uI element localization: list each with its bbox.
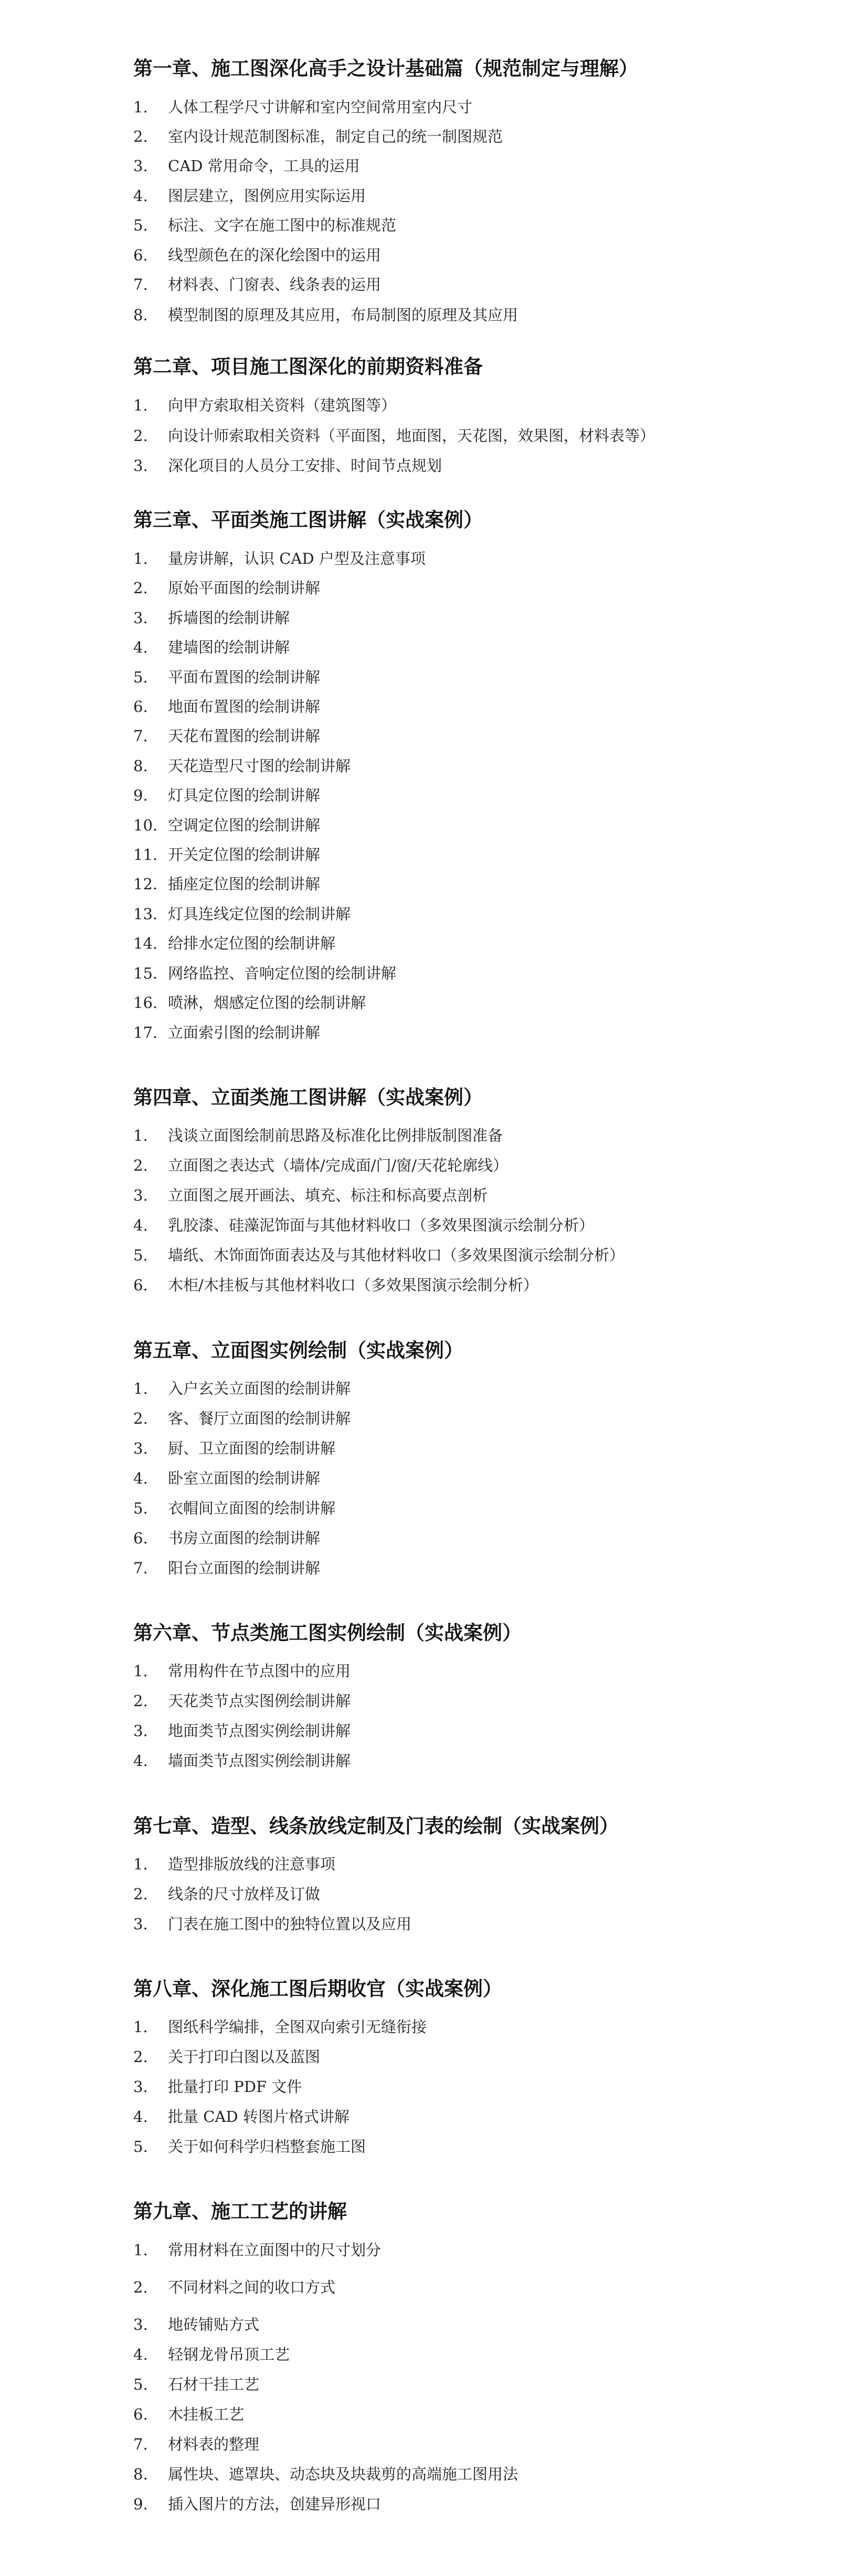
- list-item: [133, 2494, 381, 2515]
- list-item-number: 1.: [133, 2241, 148, 2259]
- list-item-number: 1.: [133, 1380, 148, 1397]
- list-item: [133, 304, 518, 325]
- chapter-title: 第六章、节点类施工图实例绘制（实战案例）: [133, 1621, 522, 1644]
- list-item: [133, 1750, 351, 1771]
- list-item-number: 2.: [133, 1156, 148, 1174]
- list-item-text: 材料表的整理: [168, 2435, 260, 2453]
- list-item-text: 造型排版放线的注意事项: [168, 1855, 336, 1873]
- list-item-number: 7.: [133, 1559, 148, 1577]
- list-item: [133, 726, 320, 746]
- list-item-number: 1.: [133, 2018, 148, 2036]
- list-item-text: 关于如何科学归档整套施工图: [168, 2138, 366, 2156]
- list-item-number: 2.: [133, 2048, 148, 2066]
- list-item-number: 2.: [133, 1885, 148, 1903]
- list-item-text: 木柜/木挂板与其他材料收口（多效果图演示绘制分析）: [168, 1276, 538, 1294]
- list-item: [133, 155, 360, 176]
- list-item-text: 衣帽间立面图的绘制讲解: [168, 1499, 336, 1517]
- list-item-number: 1.: [133, 396, 148, 414]
- list-item: [133, 963, 396, 984]
- list-item: [133, 1498, 335, 1519]
- list-item: [133, 2277, 335, 2298]
- list-item-number: 5.: [133, 1499, 148, 1517]
- list-item: [133, 1468, 320, 1489]
- list-item-text: 天花布置图的绘制讲解: [168, 727, 321, 745]
- list-item-text: 地砖铺贴方式: [168, 2316, 260, 2333]
- list-item-number: 7.: [133, 2435, 148, 2453]
- list-item-number: 6.: [133, 2405, 148, 2423]
- chapter-title: 第七章、造型、线条放线定制及门表的绘制（实战案例）: [133, 1814, 619, 1837]
- list-item: [133, 637, 290, 658]
- list-item-number: 6.: [133, 1276, 148, 1294]
- list-item-number: 2.: [133, 579, 148, 597]
- list-item-number: 8.: [133, 2465, 148, 2483]
- list-item-number: 6.: [133, 246, 148, 264]
- list-item: [133, 1185, 488, 1206]
- list-item-text: 客、餐厅立面图的绘制讲解: [168, 1410, 351, 1427]
- chapter-title: 第九章、施工工艺的讲解: [133, 2200, 347, 2223]
- list-item-number: 9.: [133, 786, 148, 804]
- list-item-number: 16.: [133, 994, 158, 1012]
- list-item: [133, 2106, 350, 2127]
- list-item: [133, 245, 381, 266]
- list-item-number: 6.: [133, 1529, 148, 1547]
- list-item-number: 4.: [133, 638, 148, 656]
- list-item: [133, 274, 381, 295]
- list-item: [133, 933, 335, 954]
- list-item-text: 室内设计规范制图标准，制定自己的统一制图规范: [168, 128, 503, 145]
- list-item: [133, 696, 320, 717]
- list-item-text: 轻钢龙骨吊顶工艺: [168, 2346, 290, 2363]
- list-item-text: 天花类节点实图例绘制讲解: [168, 1692, 351, 1710]
- list-item-number: 2.: [133, 2278, 148, 2296]
- list-item-text: 天花造型尺寸图的绘制讲解: [168, 757, 351, 775]
- list-item: [133, 844, 320, 865]
- list-item: [133, 2434, 259, 2455]
- list-item: [133, 97, 472, 118]
- list-item-text: 线型颜色在的深化绘图中的运用: [168, 246, 382, 264]
- list-item-text: 石材干挂工艺: [168, 2375, 260, 2393]
- list-item-number: 8.: [133, 757, 148, 775]
- list-item-text: 人体工程学尺寸讲解和室内空间常用室内尺寸: [168, 98, 473, 116]
- list-item: [133, 1378, 351, 1399]
- list-item: [133, 1528, 320, 1549]
- list-item: [133, 1720, 351, 1741]
- list-item: [133, 815, 320, 836]
- list-item: [133, 607, 290, 628]
- list-item: [133, 2076, 302, 2097]
- list-item-text: 立面索引图的绘制讲解: [168, 1024, 321, 1042]
- list-item: [133, 2464, 518, 2485]
- list-item: [133, 455, 442, 476]
- list-item: [133, 425, 655, 446]
- list-item: [133, 2374, 259, 2395]
- chapter-title: 第三章、平面类施工图讲解（实战案例）: [133, 508, 483, 531]
- list-item-number: 11.: [133, 846, 158, 864]
- list-item-number: 3.: [133, 2078, 148, 2096]
- list-item-text: 向设计师索取相关资料（平面图，地面图，天花图，效果图，材料表等）: [168, 427, 655, 445]
- list-item-number: 1.: [133, 98, 148, 116]
- list-item: [133, 1660, 351, 1681]
- list-item-text: 开关定位图的绘制讲解: [168, 846, 321, 864]
- list-item: [133, 1884, 320, 1905]
- list-item-text: 阳台立面图的绘制讲解: [168, 1559, 321, 1577]
- list-item-number: 4.: [133, 1216, 148, 1234]
- list-item-number: 1.: [133, 1662, 148, 1680]
- list-item-number: 15.: [133, 964, 158, 982]
- list-item: [133, 992, 366, 1013]
- chapter-title: 第四章、立面类施工图讲解（实战案例）: [133, 1086, 483, 1109]
- list-item-number: 4.: [133, 187, 148, 205]
- list-item-text: 深化项目的人员分工安排、时间节点规划: [168, 457, 442, 475]
- list-item: [133, 577, 320, 598]
- list-item: [133, 395, 396, 416]
- list-item-number: 1.: [133, 1855, 148, 1873]
- list-item: [133, 874, 320, 895]
- list-item-text: 关于打印白图以及蓝图: [168, 2048, 321, 2066]
- list-item-number: 5.: [133, 2375, 148, 2393]
- list-item: [133, 185, 366, 206]
- list-item-number: 7.: [133, 727, 148, 745]
- list-item-number: 5.: [133, 2138, 148, 2156]
- list-item-text: 批量 CAD 转图片格式讲解: [168, 2108, 350, 2126]
- list-item-text: 常用构件在节点图中的应用: [168, 1662, 351, 1680]
- list-item-text: 喷淋，烟感定位图的绘制讲解: [168, 994, 366, 1012]
- list-item-number: 4.: [133, 2108, 148, 2126]
- list-item: [133, 1022, 320, 1043]
- list-item-number: 3.: [133, 1186, 148, 1204]
- list-item: [133, 215, 396, 236]
- list-item-text: 墙纸、木饰面饰面表达及与其他材料收口（多效果图演示绘制分析）: [168, 1246, 625, 1264]
- list-item-text: 灯具定位图的绘制讲解: [168, 786, 321, 804]
- list-item-text: 标注、文字在施工图中的标准规范: [168, 216, 397, 234]
- list-item: [133, 2344, 290, 2365]
- list-item-number: 5.: [133, 668, 148, 686]
- list-item-text: 地面布置图的绘制讲解: [168, 698, 321, 716]
- chapter-title: 第五章、立面图实例绘制（实战案例）: [133, 1339, 463, 1362]
- list-item: [133, 2239, 381, 2260]
- list-item-text: 常用材料在立面图中的尺寸划分: [168, 2241, 382, 2259]
- list-item: [133, 1155, 508, 1176]
- list-item-number: 4.: [133, 2346, 148, 2363]
- list-item-text: 拆墙图的绘制讲解: [168, 609, 290, 627]
- list-item-text: 插座定位图的绘制讲解: [168, 875, 321, 893]
- list-item-number: 3.: [133, 157, 148, 175]
- list-item: [133, 1408, 351, 1429]
- list-item-number: 3.: [133, 609, 148, 627]
- chapter-title: 第一章、施工图深化高手之设计基础篇（规范制定与理解）: [133, 57, 638, 80]
- list-item-number: 2.: [133, 1410, 148, 1427]
- list-item: [133, 2136, 366, 2157]
- chapter-title: 第二章、项目施工图深化的前期资料准备: [133, 355, 483, 378]
- list-item: [133, 548, 426, 569]
- list-item-text: 线条的尺寸放样及订做: [168, 1885, 321, 1903]
- list-item: [133, 1125, 503, 1146]
- list-item-number: 13.: [133, 905, 158, 923]
- list-item-text: 图纸科学编排，全图双向索引无缝衔接: [168, 2018, 427, 2036]
- list-item-text: 灯具连线定位图的绘制讲解: [168, 905, 351, 923]
- list-item-number: 14.: [133, 934, 158, 952]
- list-item: [133, 1215, 594, 1236]
- list-item-text: 建墙图的绘制讲解: [168, 638, 290, 656]
- list-item-number: 7.: [133, 276, 148, 293]
- list-item: [133, 667, 320, 688]
- list-item-text: 量房讲解，认识 CAD 户型及注意事项: [168, 550, 426, 567]
- list-item: [133, 1558, 320, 1579]
- list-item-text: CAD 常用命令，工具的运用: [168, 157, 360, 175]
- list-item: [133, 2314, 259, 2335]
- list-item-text: 向甲方索取相关资料（建筑图等）: [168, 396, 397, 414]
- list-item-text: 书房立面图的绘制讲解: [168, 1529, 321, 1547]
- list-item-text: 图层建立，图例应用实际运用: [168, 187, 366, 205]
- list-item-number: 10.: [133, 816, 158, 834]
- list-item-text: 模型制图的原理及其应用，布局制图的原理及其应用: [168, 306, 518, 324]
- list-item-text: 空调定位图的绘制讲解: [168, 816, 321, 834]
- list-item-text: 立面图之表达式（墙体/完成面/门/窗/天花轮廓线）: [168, 1156, 509, 1174]
- list-item: [133, 2404, 244, 2425]
- list-item-number: 1.: [133, 1127, 148, 1144]
- list-item-number: 5.: [133, 1246, 148, 1264]
- list-item-text: 原始平面图的绘制讲解: [168, 579, 321, 597]
- list-item: [133, 2046, 320, 2067]
- list-item-number: 4.: [133, 1752, 148, 1770]
- chapter-title: 第八章、深化施工图后期收官（实战案例）: [133, 1977, 502, 2000]
- list-item: [133, 755, 351, 776]
- list-item: [133, 1245, 624, 1266]
- list-item-number: 3.: [133, 1915, 148, 1933]
- list-item: [133, 126, 503, 147]
- list-item-text: 乳胶漆、硅藻泥饰面与其他材料收口（多效果图演示绘制分析）: [168, 1216, 595, 1234]
- list-item-number: 8.: [133, 306, 148, 324]
- list-item-number: 5.: [133, 216, 148, 234]
- list-item: [133, 1690, 351, 1711]
- list-item-number: 6.: [133, 698, 148, 716]
- list-item: [133, 785, 320, 806]
- list-item: [133, 1438, 335, 1459]
- list-item-number: 3.: [133, 457, 148, 475]
- list-item-text: 厨、卫立面图的绘制讲解: [168, 1439, 336, 1457]
- list-item-number: 4.: [133, 1469, 148, 1487]
- list-item-text: 给排水定位图的绘制讲解: [168, 934, 336, 952]
- list-item: [133, 903, 351, 924]
- list-item-text: 墙面类节点图实例绘制讲解: [168, 1752, 351, 1770]
- list-item: [133, 1913, 411, 1934]
- list-item-text: 立面图之展开画法、填充、标注和标高要点剖析: [168, 1186, 488, 1204]
- list-item-text: 浅谈立面图绘制前思路及标准化比例排版制图准备: [168, 1127, 503, 1144]
- list-item-number: 2.: [133, 427, 148, 445]
- list-item-text: 批量打印 PDF 文件: [168, 2078, 302, 2096]
- list-item-text: 不同材料之间的收口方式: [168, 2278, 336, 2296]
- list-item-text: 属性块、遮罩块、动态块及块裁剪的高端施工图用法: [168, 2465, 518, 2483]
- list-item-number: 9.: [133, 2495, 148, 2513]
- list-item-text: 卧室立面图的绘制讲解: [168, 1469, 321, 1487]
- list-item-text: 插入图片的方法，创建异形视口: [168, 2495, 382, 2513]
- list-item-text: 材料表、门窗表、线条表的运用: [168, 276, 382, 293]
- list-item-number: 17.: [133, 1024, 158, 1042]
- list-item-number: 2.: [133, 128, 148, 145]
- list-item-number: 3.: [133, 1439, 148, 1457]
- list-item-text: 地面类节点图实例绘制讲解: [168, 1722, 351, 1740]
- list-item-number: 12.: [133, 875, 158, 893]
- list-item-text: 入户玄关立面图的绘制讲解: [168, 1380, 351, 1397]
- list-item-number: 1.: [133, 550, 148, 567]
- list-item-number: 2.: [133, 1692, 148, 1710]
- list-item-number: 3.: [133, 1722, 148, 1740]
- list-item-text: 平面布置图的绘制讲解: [168, 668, 321, 686]
- list-item-number: 3.: [133, 2316, 148, 2333]
- list-item-text: 门表在施工图中的独特位置以及应用: [168, 1915, 412, 1933]
- list-item: [133, 1275, 538, 1296]
- list-item: [133, 1854, 335, 1875]
- list-item-text: 网络监控、音响定位图的绘制讲解: [168, 964, 397, 982]
- list-item-text: 木挂板工艺: [168, 2405, 245, 2423]
- list-item: [133, 2016, 427, 2037]
